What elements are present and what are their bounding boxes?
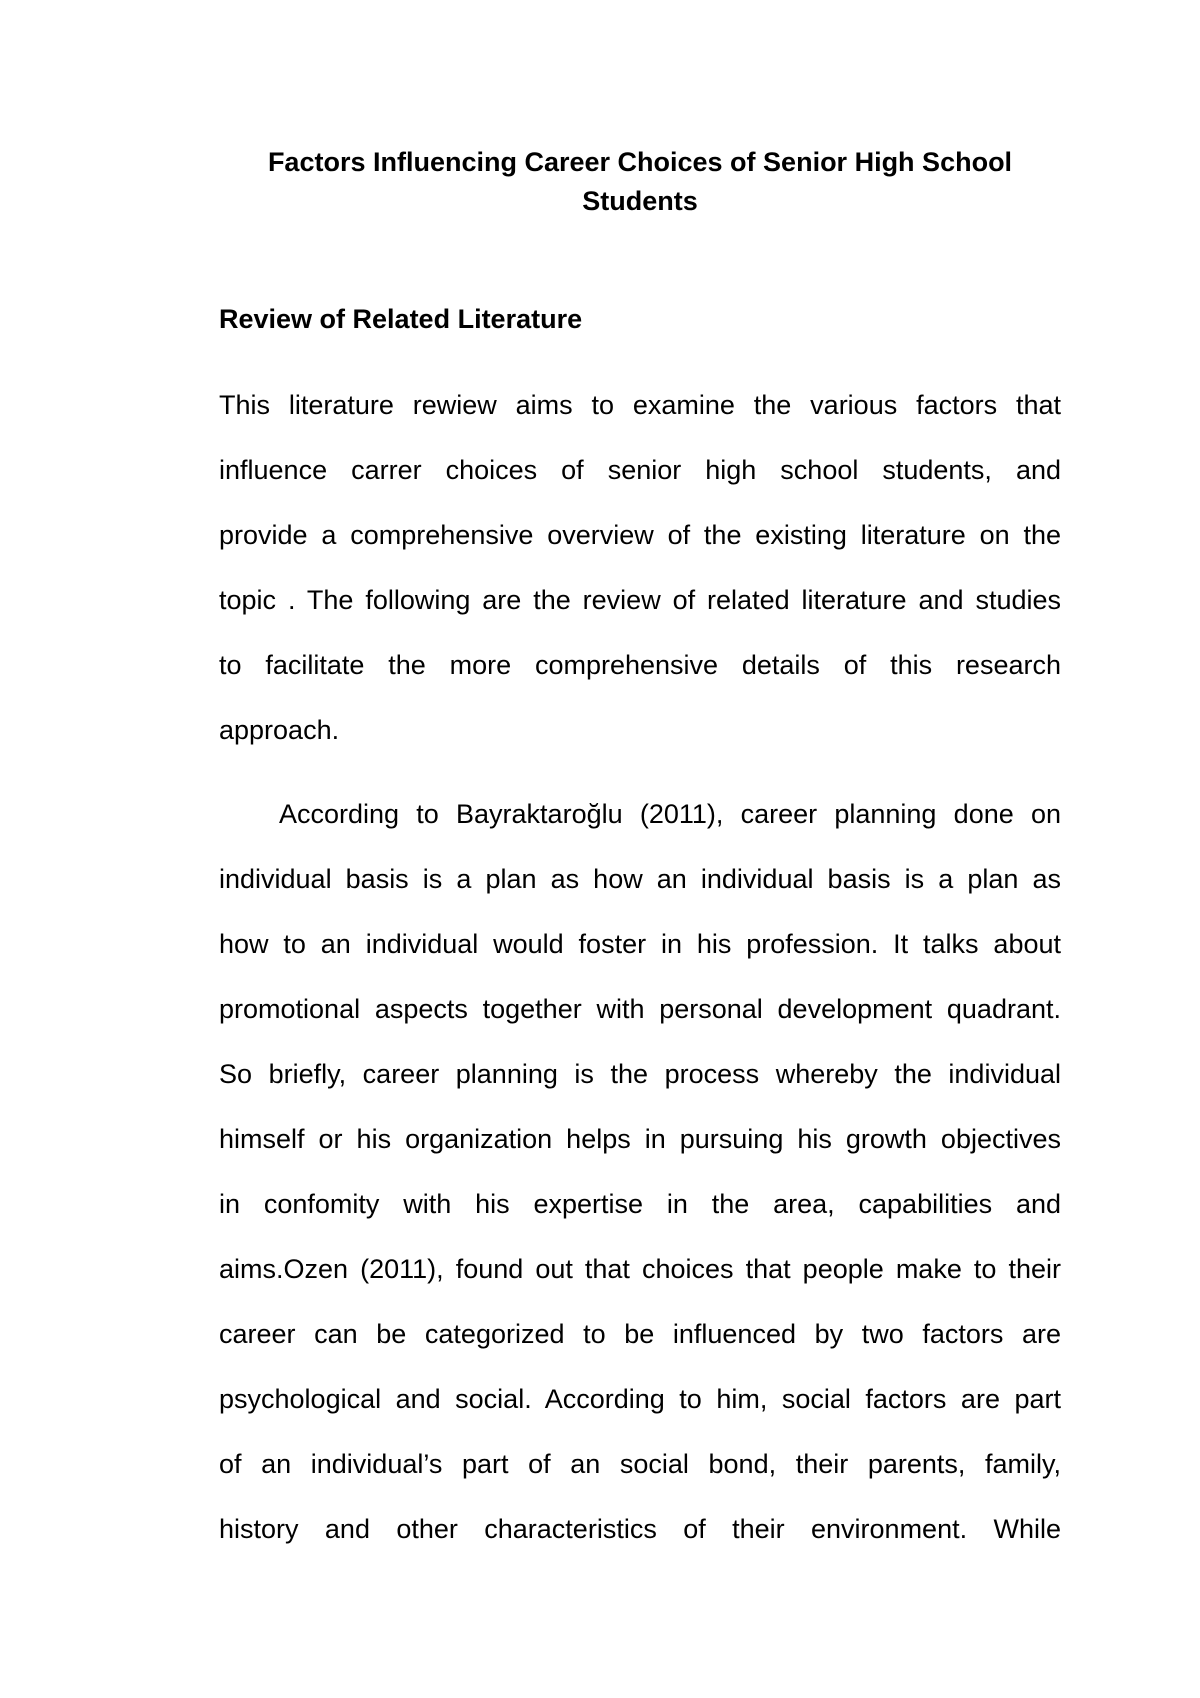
paragraph-line: So briefly, career planning is the process whereby the individual: [219, 1059, 1061, 1089]
paragraph-line: promotional aspects together with personal development quadrant.: [219, 994, 1061, 1024]
paragraph-line: himself or his organization helps in pursuing his growth objectives: [219, 1124, 1061, 1154]
document-title: [200, 143, 1080, 221]
paragraph-line: provide a comprehensive overview of the existing literature on the: [219, 520, 1061, 550]
paragraph-line: to facilitate the more comprehensive details of this research: [219, 650, 1061, 680]
paragraph-line: topic . The following are the review of related literature and studies: [219, 585, 1061, 615]
paragraph-line: approach.: [219, 715, 340, 745]
section-heading: Review of Related Literature: [219, 304, 583, 334]
title-line-2: Students: [582, 186, 698, 216]
paragraph-1: [219, 388, 1061, 778]
paragraph-line: This literature rewiew aims to examine the various factors that: [219, 390, 1061, 420]
paragraph-line: aims.Ozen (2011), found out that choices that people make to their: [219, 1254, 1061, 1284]
paragraph-line: history and other characteristics of their environment. While: [219, 1514, 1061, 1544]
paragraph-gap: [219, 778, 1061, 797]
paragraph-line: of an individual’s part of an social bond, their parents, family,: [219, 1449, 1061, 1479]
paragraph-line: psychological and social. According to him, social factors are part: [219, 1384, 1061, 1414]
paragraph-line: how to an individual would foster in his profession. It talks about: [219, 929, 1061, 959]
paragraph-line: career can be categorized to be influenced by two factors are: [219, 1319, 1061, 1349]
paragraph-line: in confomity with his expertise in the area, capabilities and: [219, 1189, 1061, 1219]
document-body: [219, 388, 1061, 1577]
paragraph-2: [219, 797, 1061, 1577]
title-line-1: Factors Influencing Career Choices of Senior High School: [267, 147, 1013, 177]
paragraph-line: According to Bayraktaroğlu (2011), career planning done on: [279, 799, 1061, 829]
paragraph-line: individual basis is a plan as how an individual basis is a plan as: [219, 864, 1061, 894]
paragraph-line: influence carrer choices of senior high school students, and: [219, 455, 1061, 485]
